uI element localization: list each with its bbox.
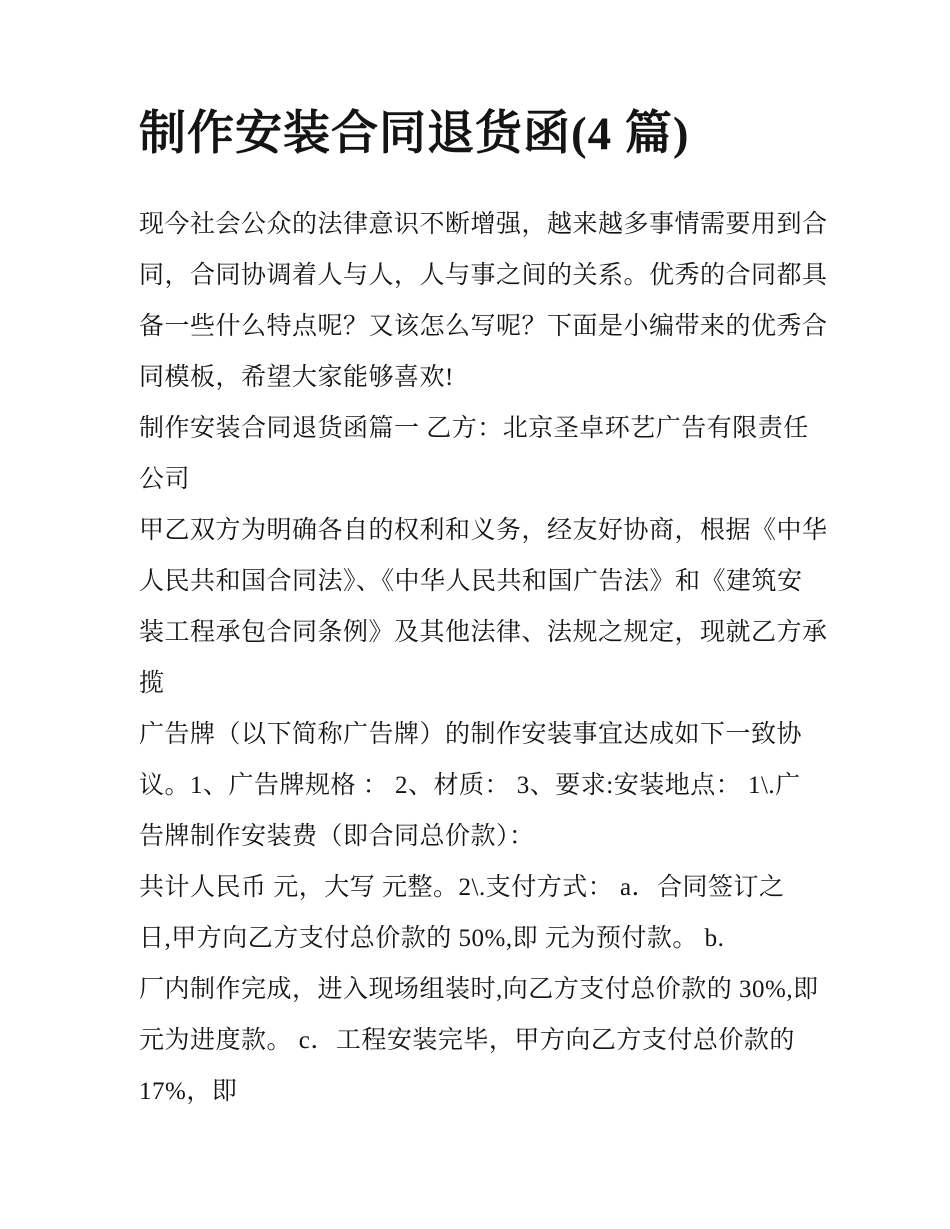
document-title: 制作安装合同退货函(4 篇) xyxy=(139,108,690,160)
text-line: 厂内制作完成，进入现场组装时,向乙方支付总价款的 30%,即 xyxy=(139,976,819,1003)
text-line: 17%，即 xyxy=(139,1078,238,1105)
text-line: 人民共和国合同法》、《中华人民共和国广告法》和《建筑安 xyxy=(139,568,803,595)
text-line: 同，合同协调着人与人，人与事之间的关系。优秀的合同都具 xyxy=(139,262,828,289)
text-line: 同模板，希望大家能够喜欢! xyxy=(139,364,454,391)
text-line: 公司 xyxy=(139,466,191,493)
text-line: 装工程承包合同条例》及其他法律、法规之规定，现就乙方承 xyxy=(139,619,828,646)
text-line: 日,甲方向乙方支付总价款的 50%,即 元为预付款。 b. xyxy=(139,925,725,952)
text-line: 制作安装合同退货函篇一 乙方：北京圣卓环艺广告有限责任 xyxy=(139,415,809,442)
text-line: 揽 xyxy=(139,670,165,697)
text-line: 共计人民币 元，大写 元整。2\.支付方式： a．合同签订之 xyxy=(139,874,785,901)
text-line: 现今社会公众的法律意识不断增强，越来越多事情需要用到合 xyxy=(139,211,828,238)
document-body xyxy=(139,199,832,1117)
text-line: 元为进度款。 c．工程安装完毕，甲方向乙方支付总价款的 xyxy=(139,1027,795,1054)
text-line: 甲乙双方为明确各自的权利和义务，经友好协商，根据《中华 xyxy=(139,517,828,544)
text-line: 告牌制作安装费（即合同总价款）： xyxy=(139,823,535,850)
text-line: 备一些什么特点呢？又该怎么写呢？下面是小编带来的优秀合 xyxy=(139,313,828,340)
text-line: 议。1、广告牌规格 ： 2、材质： 3、要求:安装地点： 1\.广 xyxy=(139,772,801,799)
text-line: 广告牌（以下简称广告牌）的制作安装事宜达成如下一致协 xyxy=(139,721,803,748)
